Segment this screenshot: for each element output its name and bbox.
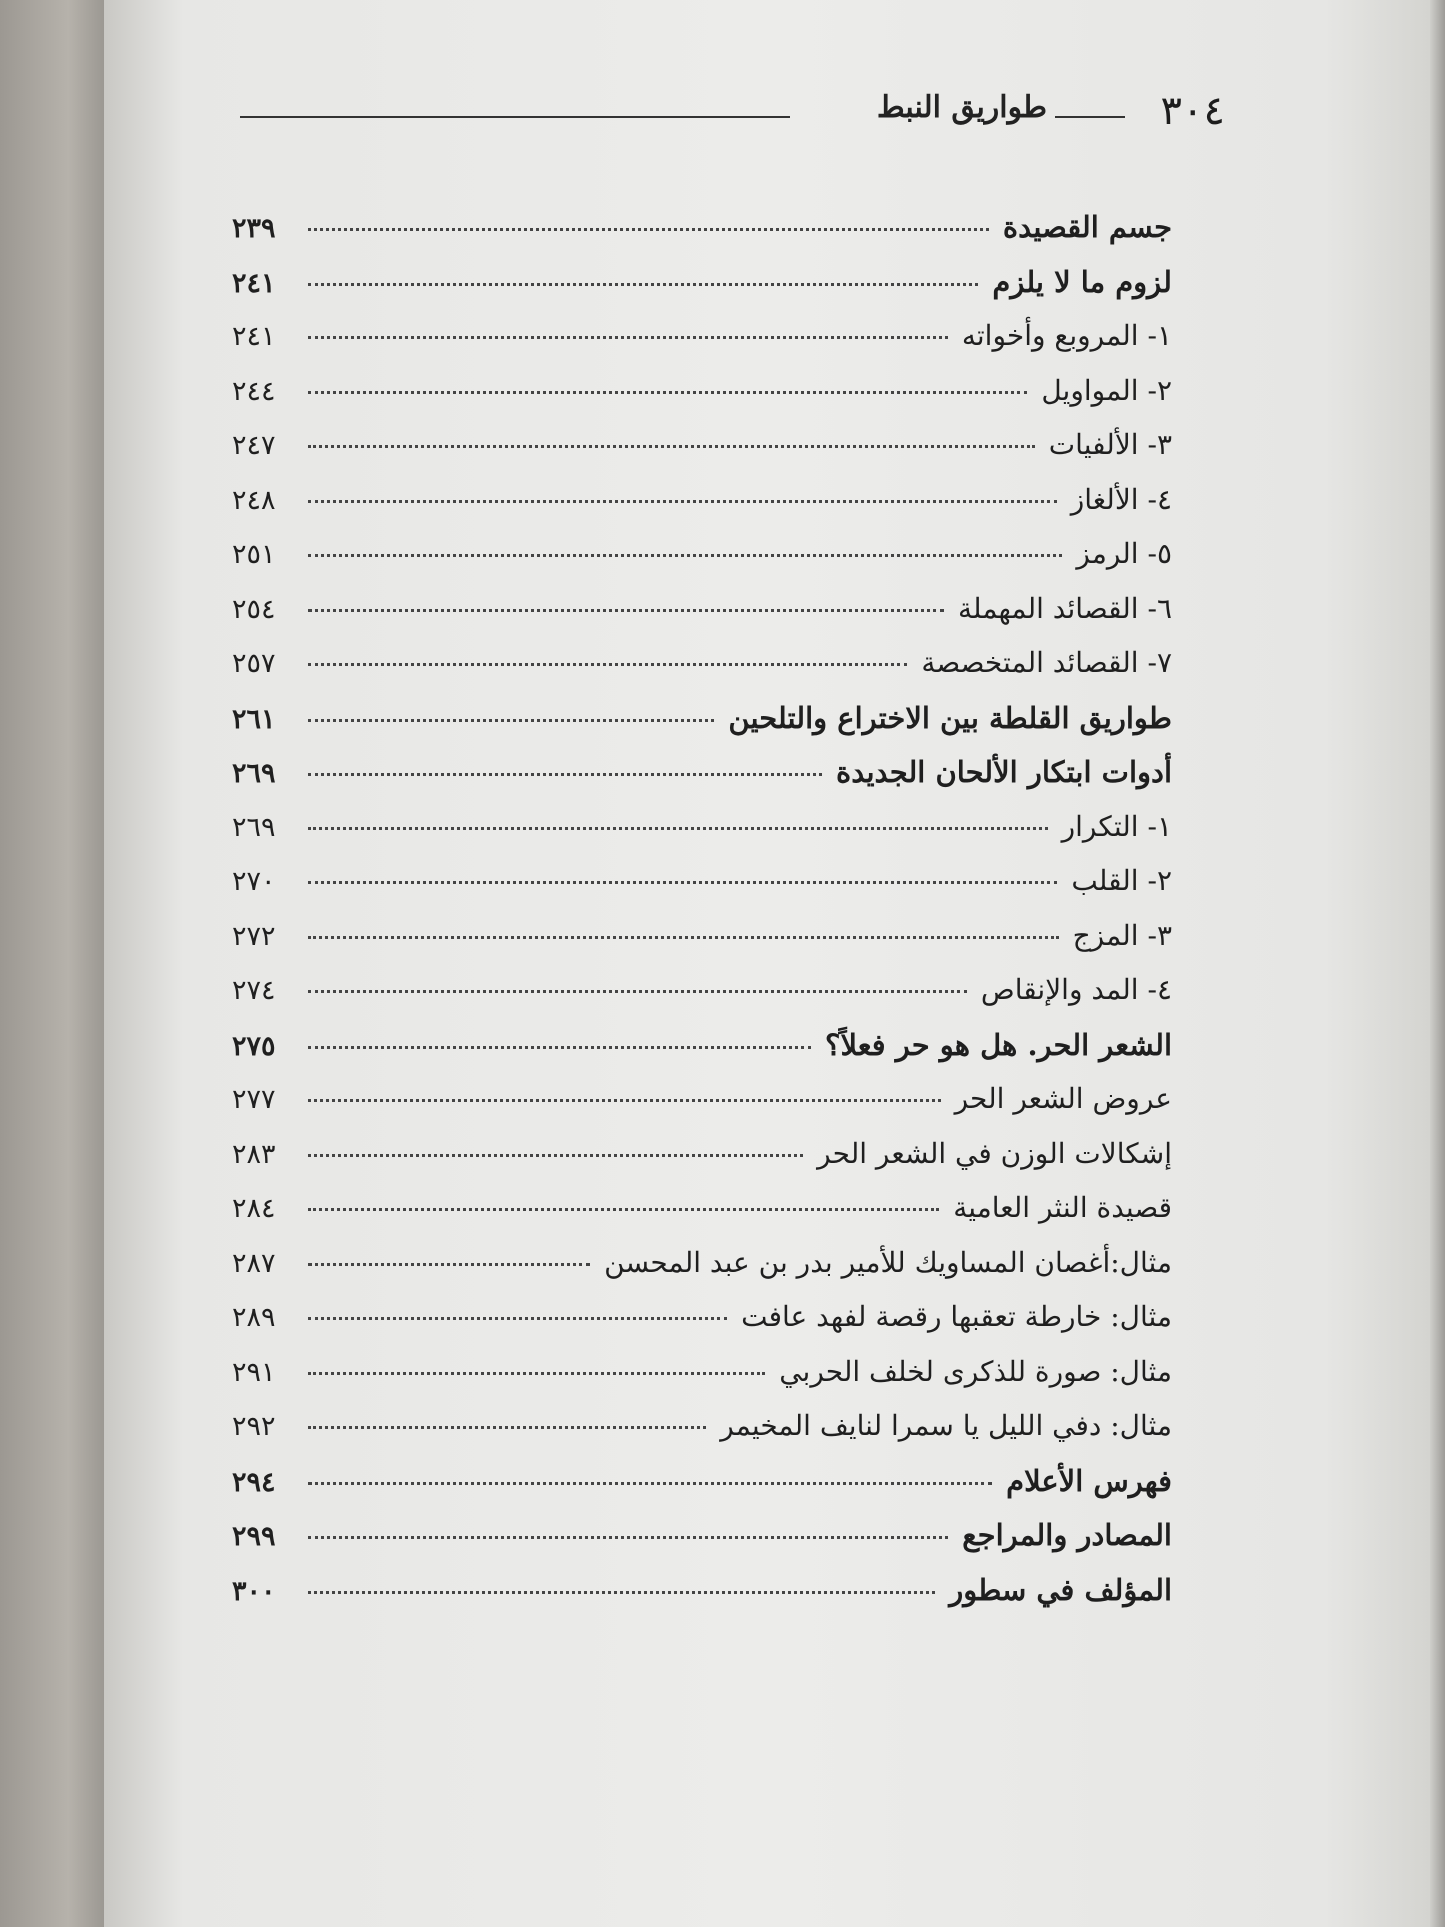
toc-entry — [232, 428, 1172, 483]
toc-entry-page: ٢٩٩ — [232, 1521, 276, 1552]
toc-entry — [232, 701, 1172, 756]
running-title: طواريق النبط — [876, 90, 1047, 125]
toc-entry-page: ٢٦٩ — [232, 758, 276, 789]
toc-entry-page: ٢٨٤ — [232, 1193, 276, 1224]
toc-entry-page: ٢٤٨ — [232, 484, 276, 516]
toc-entry-title: ٢- المواويل — [1041, 373, 1172, 407]
dot-leader — [308, 773, 822, 776]
toc-entry-page: ٢٨٧ — [232, 1247, 276, 1279]
toc-entry — [232, 537, 1172, 592]
dot-leader — [308, 554, 1062, 557]
page-edge — [1430, 0, 1445, 1927]
toc-entry-title: فهرس الأعلام — [1006, 1463, 1172, 1498]
toc-entry-title: أدوات ابتكار الألحان الجديدة — [836, 755, 1172, 789]
toc-entry — [232, 592, 1172, 647]
toc-entry-title: جسم القصيدة — [1002, 210, 1172, 244]
toc-entry-title: ٢- القلب — [1071, 864, 1172, 897]
toc-entry-title: ١- التكرار — [1061, 809, 1172, 843]
running-header — [240, 88, 1225, 138]
toc-entry-page: ٢٥٧ — [232, 648, 276, 679]
toc-entry-page: ٢٧٠ — [232, 866, 276, 897]
toc-entry — [232, 483, 1172, 538]
toc-entry-title: المؤلف في سطور — [949, 1572, 1172, 1607]
toc-entry-page: ٢٩٤ — [232, 1466, 276, 1498]
dot-leader — [308, 1482, 992, 1485]
toc-entry-page: ٢٩٢ — [232, 1411, 276, 1442]
dot-leader — [308, 1426, 706, 1429]
toc-entry — [232, 1028, 1172, 1083]
toc-entry-page: ٢٤١ — [232, 267, 276, 299]
dot-leader — [308, 1154, 803, 1157]
dot-leader — [308, 1208, 939, 1211]
dot-leader — [308, 228, 989, 231]
toc-entry — [232, 1300, 1172, 1355]
toc-entry-page: ٢٨٣ — [232, 1138, 276, 1170]
toc-entry — [232, 973, 1172, 1028]
toc-entry-page: ٢٨٩ — [232, 1302, 276, 1333]
toc-entry-title: مثال:أغصان المساويك للأمير بدر بن عبد المحسن — [604, 1245, 1172, 1279]
toc-entry — [232, 1573, 1172, 1628]
toc-entry-page: ٢٦١ — [232, 703, 276, 735]
toc-entry-page: ٢٦٩ — [232, 811, 276, 843]
page-number: ٣٠٤ — [1160, 88, 1225, 134]
toc-entry-title: ٣- المزج — [1072, 918, 1172, 952]
dot-leader — [308, 1372, 765, 1375]
toc-entry — [232, 1355, 1172, 1410]
toc-entry-page: ٢٥٤ — [232, 593, 276, 625]
toc-entry-page: ٢٤٧ — [232, 430, 276, 461]
toc-entry-title: ٣- الألفيات — [1048, 428, 1172, 461]
dot-leader — [308, 1263, 590, 1266]
toc-entry — [232, 1464, 1172, 1519]
dot-leader — [308, 500, 1057, 503]
dot-leader — [308, 336, 948, 339]
toc-entry-title: ٥- الرمز — [1076, 537, 1172, 570]
dot-leader — [308, 283, 978, 286]
dot-leader — [308, 936, 1059, 939]
toc-entry-page: ٢٧٢ — [232, 920, 276, 952]
toc-entry-title: ٦- القصائد المهملة — [958, 591, 1172, 625]
toc-entry-title: ٤- الألغاز — [1070, 482, 1172, 516]
toc-entry — [232, 1137, 1172, 1192]
toc-entry — [232, 755, 1172, 810]
toc-entry-page: ٢٣٩ — [232, 213, 276, 244]
dot-leader — [308, 1591, 935, 1594]
toc-entry-title: مثال: صورة للذكرى لخلف الحربي — [779, 1354, 1172, 1388]
toc-entry-page: ٢٧٤ — [232, 975, 276, 1006]
toc-entry-title: قصيدة النثر العامية — [953, 1191, 1172, 1224]
header-rule-long — [240, 116, 790, 118]
toc-entry — [232, 265, 1172, 320]
dot-leader — [308, 719, 714, 722]
dot-leader — [308, 1536, 948, 1539]
header-rule-short — [1055, 116, 1125, 118]
toc-entry-title: ٤- المد والإنقاص — [980, 973, 1172, 1006]
dot-leader — [308, 391, 1027, 394]
dot-leader — [308, 827, 1048, 830]
dot-leader — [308, 1099, 941, 1102]
dot-leader — [308, 663, 907, 666]
dot-leader — [308, 881, 1057, 884]
dot-leader — [308, 1317, 727, 1320]
toc-entry — [232, 210, 1172, 265]
toc-entry-title: المصادر والمراجع — [962, 1518, 1172, 1552]
table-of-contents — [232, 210, 1172, 1627]
toc-entry-title: لزوم ما لا يلزم — [992, 264, 1172, 299]
toc-entry-page: ٢٤٤ — [232, 375, 276, 407]
toc-entry-title: ٧- القصائد المتخصصة — [921, 646, 1172, 679]
toc-entry-page: ٢٩١ — [232, 1356, 276, 1388]
toc-entry — [232, 1082, 1172, 1137]
toc-entry — [232, 810, 1172, 865]
toc-entry — [232, 374, 1172, 429]
toc-entry — [232, 1191, 1172, 1246]
toc-entry — [232, 864, 1172, 919]
toc-entry-page: ٢٧٥ — [232, 1030, 276, 1062]
dot-leader — [308, 990, 967, 993]
toc-entry-title: مثال: دفي الليل يا سمرا لنايف المخيمر — [720, 1409, 1172, 1442]
toc-entry — [232, 1409, 1172, 1464]
toc-entry-title: عروض الشعر الحر — [954, 1082, 1172, 1115]
toc-entry — [232, 1518, 1172, 1573]
toc-entry-page: ٢٤١ — [232, 321, 276, 352]
toc-entry — [232, 646, 1172, 701]
toc-entry-page: ٢٥١ — [232, 539, 276, 570]
toc-entry — [232, 319, 1172, 374]
toc-entry-title: ١- المروبع وأخواته — [961, 319, 1172, 352]
toc-entry-title: طواريق القلطة بين الاختراع والتلحين — [728, 700, 1172, 735]
toc-entry-page: ٣٠٠ — [232, 1575, 276, 1607]
dot-leader — [308, 1046, 811, 1049]
dot-leader — [308, 609, 944, 612]
toc-entry-title: مثال: خارطة تعقبها رقصة لفهد عافت — [741, 1300, 1172, 1333]
toc-entry — [232, 1246, 1172, 1301]
toc-entry-page: ٢٧٧ — [232, 1084, 276, 1115]
toc-entry-title: الشعر الحر. هل هو حر فعلاً؟ — [825, 1027, 1172, 1062]
toc-entry — [232, 919, 1172, 974]
toc-entry-title: إشكالات الوزن في الشعر الحر — [817, 1136, 1172, 1170]
dot-leader — [308, 445, 1035, 448]
